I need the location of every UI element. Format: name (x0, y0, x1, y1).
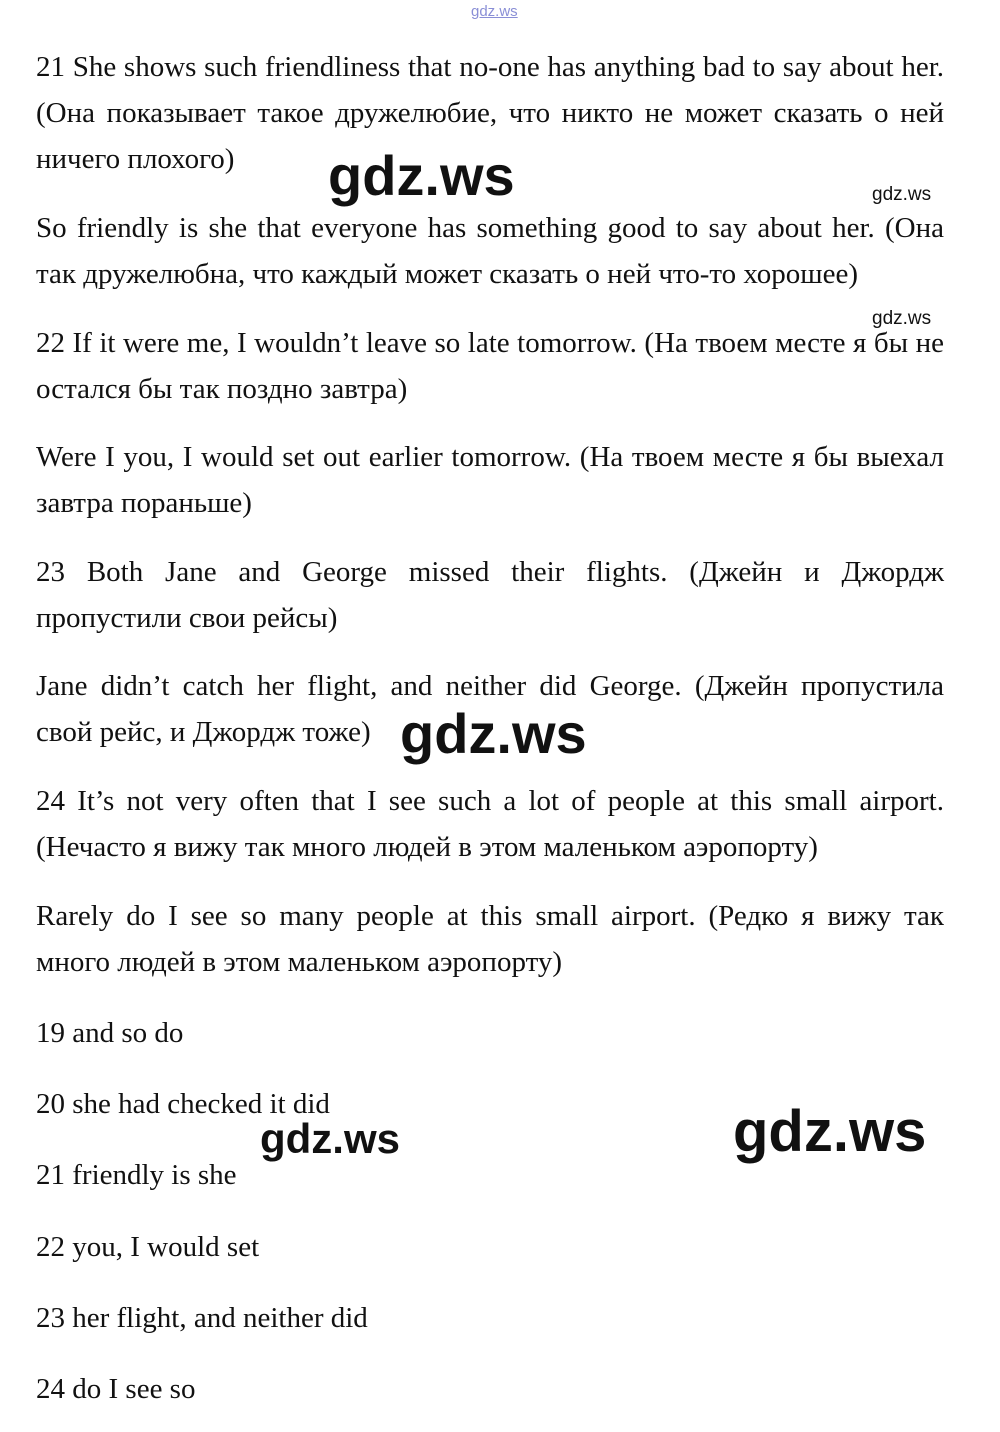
paragraph-21-rewrite: So friendly is she that everyone has something good to say about her. (Она так дружелюбна, что каждый может сказать о ней что-то хорошее) (36, 212, 944, 290)
paragraph-24-rewrite: Rarely do I see so many people at this small airport. (Редко я вижу так много людей в этом маленьком аэропорту) (36, 900, 944, 978)
watermark-small-2: gdz.ws (872, 308, 932, 329)
answer-19: 19 and so do (36, 1017, 184, 1049)
watermark-top-link[interactable]: gdz.ws (471, 3, 518, 20)
watermark-large-1: gdz.ws (328, 144, 515, 207)
paragraph-21-original: 21 She shows such friendliness that no-one has anything bad to say about her. (Она показывает такое дружелюбие, что никто не может сказать о ней ничего плохого) (36, 51, 944, 175)
paragraph-23-rewrite: Jane didn’t catch her flight, and neither did George. (Джейн пропустила свой рейс, и Джордж тоже) (36, 670, 944, 748)
watermark-small-1: gdz.ws (872, 184, 932, 205)
watermark-large-2: gdz.ws (400, 702, 587, 765)
answer-23: 23 her flight, and neither did (36, 1302, 368, 1334)
paragraph-24-original: 24 It’s not very often that I see such a lot of people at this small airport. (Нечасто я вижу так много людей в этом маленьком аэропорту) (36, 785, 944, 863)
answer-21: 21 friendly is she (36, 1159, 237, 1191)
answer-20: 20 she had checked it did (36, 1088, 330, 1120)
paragraph-23-original: 23 Both Jane and George missed their flights. (Джейн и Джордж пропустили свои рейсы) (36, 556, 944, 634)
watermark-mid-1: gdz.ws (260, 1115, 401, 1162)
paragraph-22-original: 22 If it were me, I wouldn’t leave so late tomorrow. (На твоем месте я бы не остался бы так поздно завтра) (36, 327, 944, 405)
answer-22: 22 you, I would set (36, 1231, 260, 1263)
answer-24: 24 do I see so (36, 1373, 196, 1405)
paragraph-22-rewrite: Were I you, I would set out earlier tomorrow. (На твоем месте я бы выехал завтра пораньше) (36, 441, 944, 519)
watermark-large-3: gdz.ws (733, 1099, 927, 1164)
